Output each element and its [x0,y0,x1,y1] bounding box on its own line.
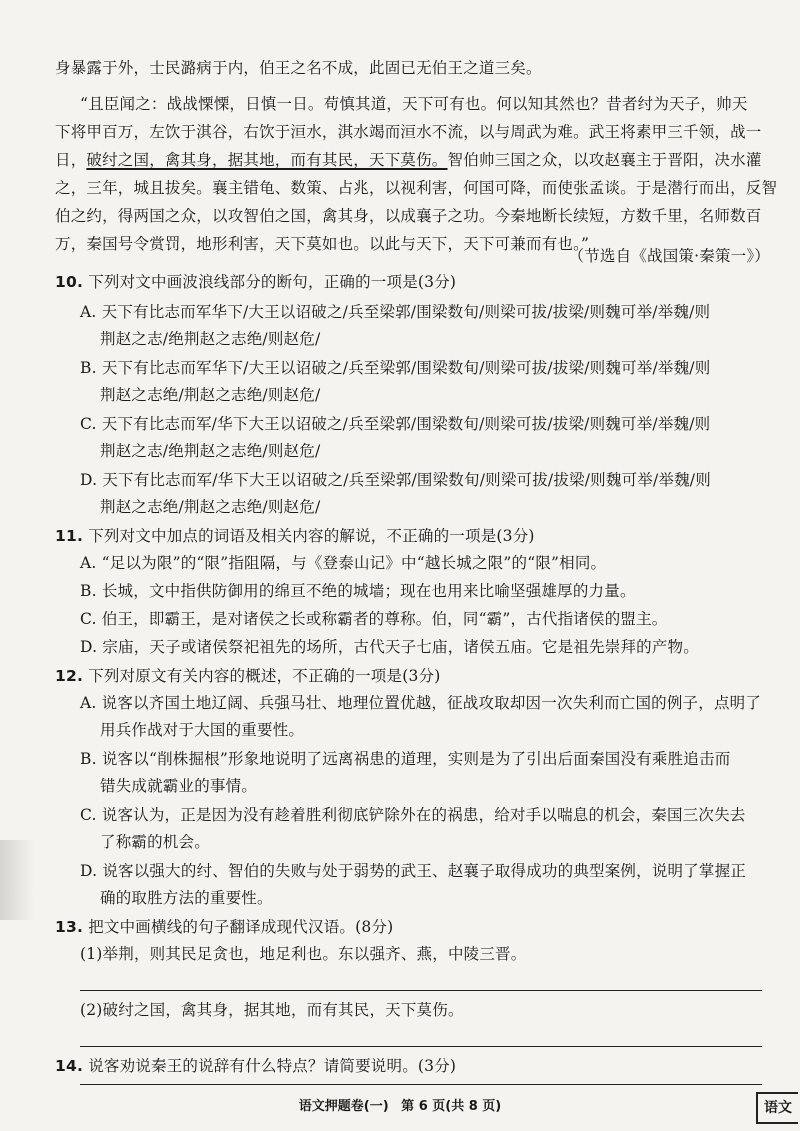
scan-bleed-shadow [0,840,34,920]
passage-line-4-start: 日， [55,151,87,169]
q11-option-d: D. 宗庙，天子或诸侯祭祀祖先的场所，古代天子七庙，诸侯五庙。它是祖先崇拜的产物。 [80,638,699,656]
q10-option-c-1: C. 天下有比志而军/华下大王以诏破之/兵至梁郭/围梁数旬/则梁可拔/拔梁/则魏可举/举魏/则 [80,415,711,433]
page-footer [0,1095,800,1114]
q13-sentence-2: (2)破纣之国，禽其身，据其地，而有其民，天下莫伤。 [80,1001,464,1019]
q12-option-a-1: A. 说客以齐国土地辽阔、兵强马壮、地理位置优越，征战攻取却因一次失利而亡国的例子，点明了 [80,694,762,712]
q12-number: 12. [55,667,84,685]
source-citation: （节选自《战国策·秦策一》） [568,247,770,265]
q11-option-a: A. “足以为限”的“限”指阻隔，与《登泰山记》中“越长城之限”的“限”相同。 [80,554,607,572]
answer-line-q13-2[interactable] [80,1046,762,1047]
q12-option-c-1: C. 说客认为，正是因为没有趁着胜利彻底铲除外在的祸患，给对手以喘息的机会，秦国三次失去 [80,806,746,824]
q12-option-d-2: 确的取胜方法的重要性。 [100,889,273,907]
q14-number: 14. [55,1057,84,1075]
q12-option-d-1: D. 说客以强大的纣、智伯的失败与处于弱势的武王、赵襄子取得成功的典型案例，说明了掌握正 [80,862,747,880]
passage-line-4-end: 智伯帅三国之众，以攻赵襄主于晋阳，决水灌 [447,151,762,169]
q14-text: 说客劝说秦王的说辞有什么特点？请简要说明。(3分) [88,1057,457,1075]
answer-line-q13-1[interactable] [80,990,762,991]
subject-tab: 语文 [756,1092,798,1124]
q13-sentence-1: (1)举荆，则其民足贪也，地足利也。东以强齐、燕，中陵三晋。 [80,945,527,963]
q10-option-c-2: 荆赵之志/绝荆赵之志绝/则赵危/ [100,442,321,460]
q10-text: 下列对文中画波浪线部分的断句，正确的一项是(3分) [88,273,457,291]
passage-line-6: 伯之约，得两国之众，以攻智伯之国，禽其身，以成襄子之功。今秦地断长续短，方数千里，名师数百 [55,207,762,225]
underlined-sentence: 破纣之国，禽其身，据其地，而有其民，天下莫伤。 [86,151,448,169]
passage-line-1: 身暴露于外，士民潞病于内，伯王之名不成，此固已无伯王之道三矣。 [55,59,542,77]
q12-option-c-2: 了称霸的机会。 [100,833,210,851]
q10-option-a-2: 荆赵之志/绝荆赵之志绝/则赵危/ [100,330,321,348]
footer-page-number: 第 6 页(共 8 页) [401,1099,502,1114]
q11-option-c: C. 伯王，即霸王，是对诸侯之长或称霸者的尊称。伯，同“霸”，古代指诸侯的盟主。 [80,610,668,628]
q12-option-a-2: 用兵作战对于大国的重要性。 [100,721,305,739]
passage-line-7: 万，秦国号令赏罚，地形利害，天下莫如也。以此与天下，天下可兼而有也。” [55,235,590,253]
answer-line-q14[interactable] [80,1084,762,1085]
q13-number: 13. [55,918,84,936]
q10-option-b-2: 荆赵之志绝/荆赵之志绝/则赵危/ [100,386,321,404]
passage-line-5: 之，三年，城且拔矣。襄主错龟、数策、占兆，以视利害，何国可降，而使张孟谈。于是潜行而出，反智 [55,179,778,197]
passage-line-2: “且臣闻之：战战慄慄，日慎一日。苟慎其道，天下可有也。何以知其然也？昔者纣为天子，帅天 [80,95,748,113]
footer-title: 语文押题卷(一) [298,1099,389,1114]
passage-line-3: 下将甲百万，左饮于淇谷，右饮于洹水，淇水竭而洹水不流，以与周武为难。武王将素甲三千领，战一 [55,123,762,141]
q11-stem [55,526,766,546]
q10-option-d-2: 荆赵之志绝/荆赵之志绝/则赵危/ [100,498,321,516]
q11-text: 下列对文中加点的词语及相关内容的解说，不正确的一项是(3分) [88,527,535,545]
q10-option-a-1: A. 天下有比志而军华下/大王以诏破之/兵至梁郭/围梁数旬/则梁可拔/拔梁/则魏可举/举魏/则 [80,303,711,321]
passage-line-4 [55,150,766,170]
q11-option-b: B. 长城，文中指供防御用的绵亘不绝的城墙；现在也用来比喻坚强雄厚的力量。 [80,582,636,600]
q12-option-b-2: 错失成就霸业的事情。 [100,777,258,795]
q10-option-b-1: B. 天下有比志而军华下/大王以诏破之/兵至梁郭/围梁数旬/则梁可拔/拔梁/则魏可举/举魏/则 [80,359,711,377]
q12-text: 下列对原文有关内容的概述，不正确的一项是(3分) [88,667,441,685]
q14-stem [55,1056,766,1076]
q13-stem [55,917,766,937]
q10-stem [55,272,766,292]
q12-stem [55,666,766,686]
q12-option-b-1: B. 说客以“削株掘根”形象地说明了远离祸患的道理，实则是为了引出后面秦国没有乘胜追击而 [80,750,731,768]
q13-text: 把文中画横线的句子翻译成现代汉语。(8分) [88,918,394,936]
q10-option-d-1: D. 天下有比志而军/华下大王以诏破之/兵至梁郭/围梁数旬/则梁可拔/拔梁/则魏可举/举魏/则 [80,471,711,489]
q11-number: 11. [55,527,84,545]
q10-number: 10. [55,273,84,291]
